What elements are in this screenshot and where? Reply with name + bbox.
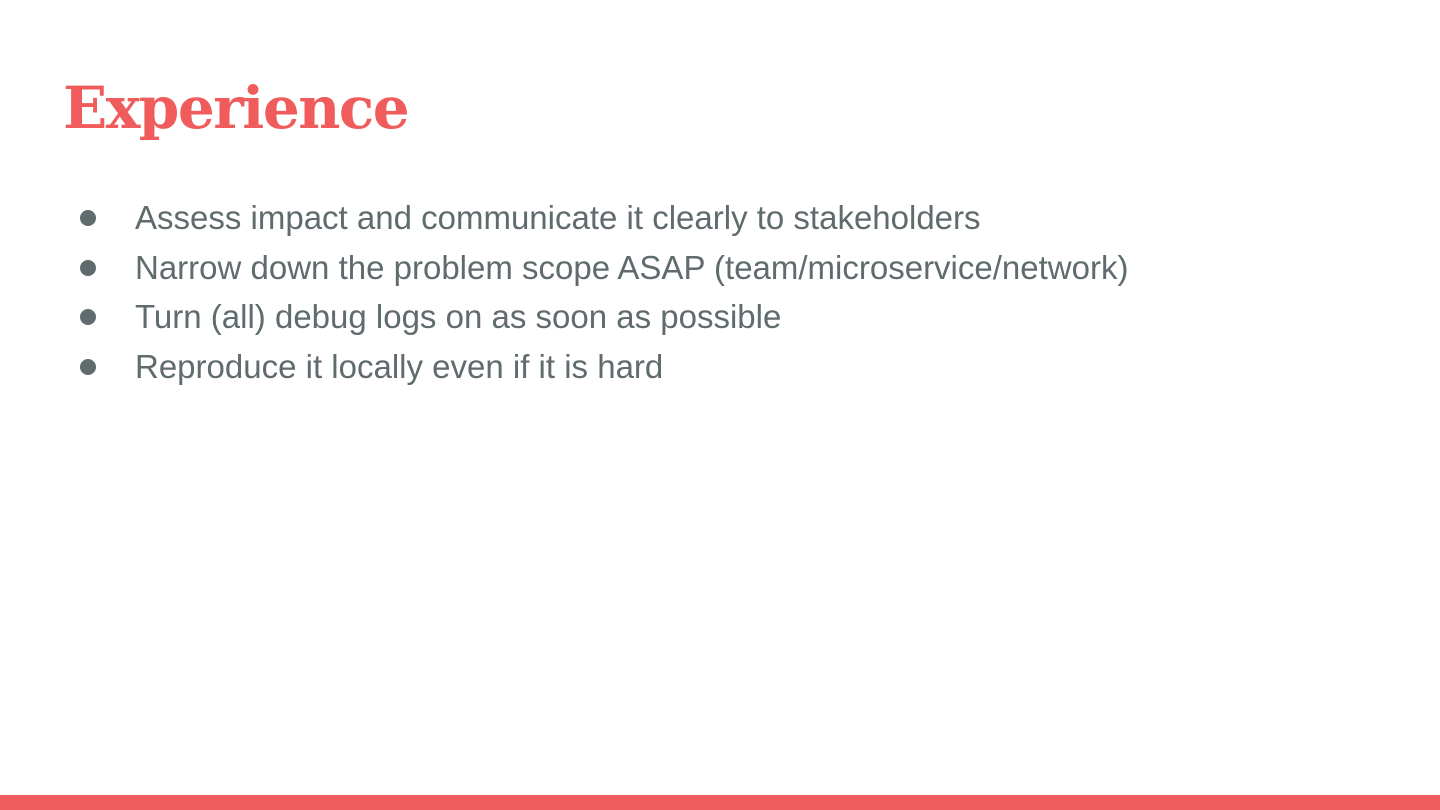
bullet-list bbox=[0, 193, 1128, 392]
bullet-text: Narrow down the problem scope ASAP (team/microservice/network) bbox=[135, 248, 1129, 286]
bullet-text: Assess impact and communicate it clearly to stakeholders bbox=[135, 199, 981, 236]
bullet-item bbox=[0, 292, 1128, 342]
bullet-dot-icon bbox=[80, 359, 96, 375]
bullet-item bbox=[0, 243, 1128, 293]
bullet-dot-icon bbox=[80, 309, 96, 325]
bullet-text: Turn (all) debug logs on as soon as possible bbox=[135, 298, 782, 336]
bullet-dot-icon bbox=[80, 210, 96, 226]
bullet-text: Reproduce it locally even if it is hard bbox=[135, 348, 664, 386]
bullet-item bbox=[0, 342, 1128, 392]
slide-title: Experience bbox=[63, 74, 409, 142]
bullet-dot-icon bbox=[80, 260, 96, 276]
bullet-item bbox=[0, 193, 1128, 243]
bottom-accent-bar bbox=[0, 795, 1440, 810]
